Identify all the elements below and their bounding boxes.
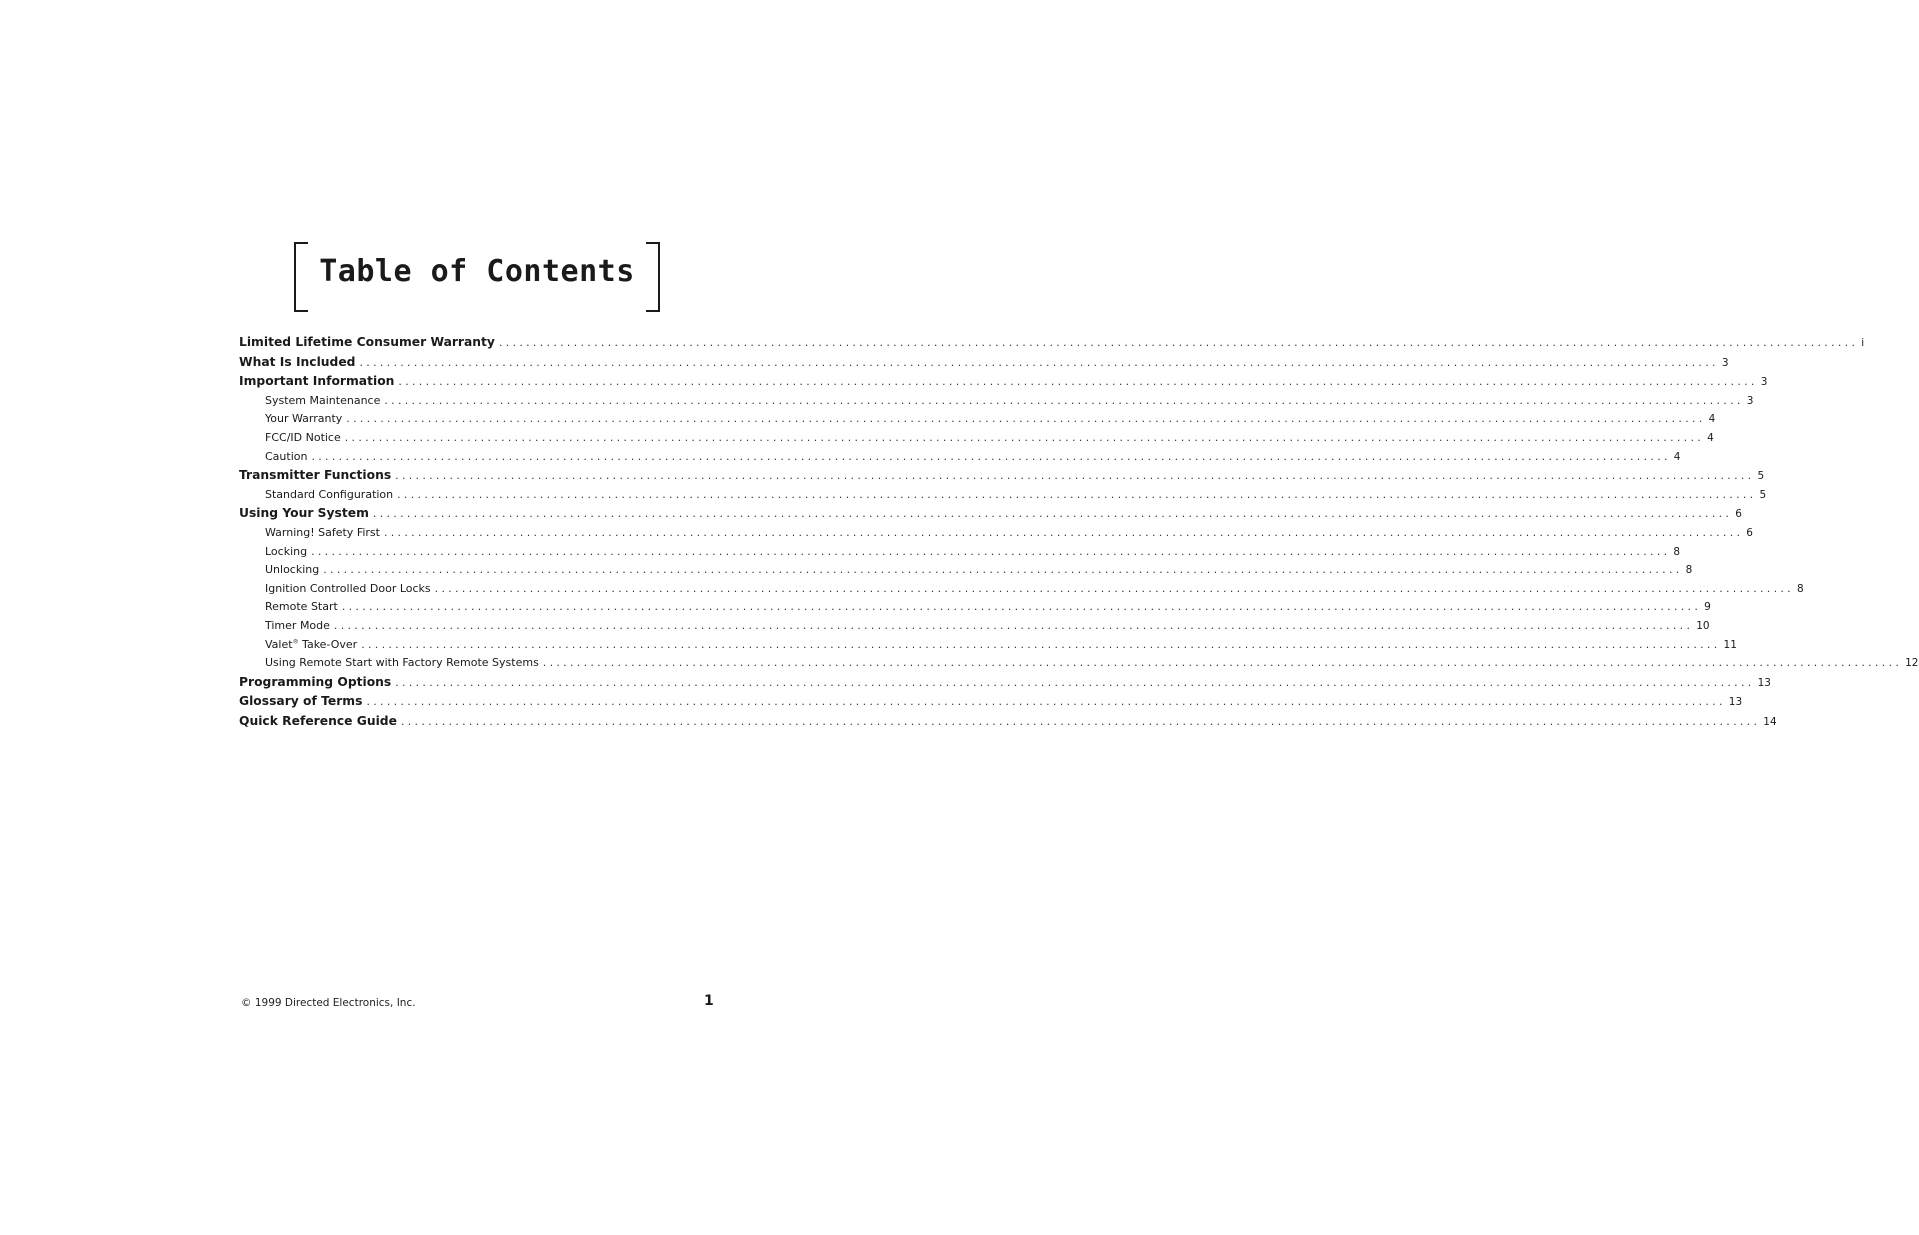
toc-entry-label: Transmitter Functions [239, 468, 392, 483]
toc-entry-page: 6 [1746, 526, 1753, 539]
toc-entry-label: Your Warranty [265, 412, 343, 426]
toc-entry[interactable] [239, 430, 1714, 450]
toc-entry[interactable] [239, 449, 1681, 469]
toc-entry[interactable] [239, 656, 1919, 675]
toc-entry-label: Valet® Take-Over [265, 637, 358, 651]
toc-entry-page: 4 [1707, 431, 1714, 444]
toc-entry[interactable] [239, 412, 1716, 431]
toc-entry-page: 5 [1757, 470, 1765, 483]
dot-leader: ........................................................................................................................................................................................................ [498, 336, 1859, 349]
toc-entry[interactable] [239, 618, 1710, 638]
right-bracket-icon [646, 242, 660, 312]
dot-leader: ........................................................................................................................................................................................................ [311, 544, 1671, 558]
toc-entry-page: 14 [1763, 715, 1777, 728]
dot-leader: ........................................................................................................................................................................................................ [341, 600, 1702, 614]
dot-leader: ........................................................................................................................................................................................................ [366, 695, 1726, 709]
toc-entry[interactable] [239, 506, 1742, 526]
title-block [294, 242, 660, 310]
toc-entry-label: Unlocking [265, 563, 320, 577]
dot-leader: ........................................................................................................................................................................................................ [398, 375, 1758, 389]
table-of-contents [239, 335, 1919, 733]
dot-leader: ........................................................................................................................................................................................................ [383, 525, 1744, 539]
toc-entry-page: 8 [1796, 582, 1804, 595]
toc-entry-label: Ignition Controlled Door Locks [265, 581, 431, 595]
toc-entry-page: 12 [1905, 657, 1919, 670]
toc-entry-page: 13 [1728, 696, 1743, 709]
toc-entry-page: 13 [1757, 676, 1771, 689]
dot-leader: ........................................................................................................................................................................................................ [400, 714, 1761, 728]
toc-entry[interactable] [239, 374, 1768, 394]
dot-leader: ........................................................................................................................................................................................................ [542, 656, 1903, 670]
toc-entry-label: Caution [265, 449, 308, 463]
toc-entry-label: Using Remote Start with Factory Remote Systems [265, 656, 539, 670]
toc-entry[interactable] [239, 544, 1681, 564]
dot-leader: ........................................................................................................................................................................................................ [344, 430, 1705, 444]
toc-entry-label: Limited Lifetime Consumer Warranty [239, 335, 495, 349]
toc-entry-label: System Maintenance [265, 393, 381, 407]
toc-entry[interactable] [239, 674, 1771, 695]
dot-leader: ........................................................................................................................................................................................................ [346, 412, 1706, 426]
toc-entry[interactable] [239, 525, 1753, 545]
copyright-notice: © 1999 Directed Electronics, Inc. [241, 997, 416, 1009]
page-title: Table of Contents [319, 254, 635, 289]
toc-entry[interactable] [239, 354, 1729, 375]
toc-entry-page: 8 [1673, 545, 1681, 558]
toc-entry-label: Important Information [239, 374, 395, 389]
toc-entry-label: Glossary of Terms [239, 694, 363, 709]
toc-entry-label: Quick Reference Guide [239, 713, 397, 728]
toc-entry[interactable] [239, 694, 1743, 714]
toc-entry-label: Standard Configuration [265, 487, 394, 501]
toc-entry-page: 10 [1696, 619, 1710, 632]
toc-entry[interactable] [239, 335, 1865, 355]
toc-entry-page: 6 [1735, 508, 1742, 521]
toc-entry-label: Timer Mode [265, 618, 330, 632]
dot-leader: ........................................................................................................................................................................................................ [395, 675, 1755, 689]
toc-entry-page: i [1861, 337, 1865, 349]
toc-entry[interactable] [239, 487, 1767, 507]
dot-leader: ........................................................................................................................................................................................................ [395, 469, 1755, 483]
registered-mark: ® [292, 637, 299, 645]
toc-entry[interactable] [239, 393, 1754, 413]
toc-entry-label: FCC/ID Notice [265, 430, 341, 444]
dot-leader: ........................................................................................................................................................................................................ [372, 507, 1733, 521]
page-number: 1 [704, 993, 714, 1009]
toc-entry[interactable] [239, 581, 1804, 601]
toc-entry-page: 3 [1760, 376, 1768, 389]
toc-entry[interactable] [239, 468, 1765, 488]
dot-leader: ........................................................................................................................................................................................................ [359, 355, 1719, 369]
toc-entry-label: Locking [265, 544, 308, 558]
toc-entry[interactable] [239, 637, 1737, 657]
toc-entry-page: 8 [1685, 564, 1693, 577]
dot-leader: ........................................................................................................................................................................................................ [311, 449, 1671, 463]
dot-leader: ........................................................................................................................................................................................................ [361, 637, 1721, 651]
toc-entry-label: What Is Included [239, 354, 356, 369]
toc-entry-page: 5 [1759, 488, 1767, 501]
toc-entry-page: 11 [1723, 638, 1737, 651]
dot-leader: ........................................................................................................................................................................................................ [434, 581, 1794, 595]
dot-leader: ........................................................................................................................................................................................................ [397, 487, 1757, 501]
toc-entry-label: Using Your System [239, 506, 369, 521]
toc-entry[interactable] [239, 600, 1711, 619]
toc-entry-page: 9 [1704, 601, 1711, 614]
dot-leader: ........................................................................................................................................................................................................ [333, 618, 1694, 632]
toc-entry-label: Remote Start [265, 600, 338, 614]
toc-entry[interactable] [239, 713, 1777, 734]
toc-entry-page: 4 [1708, 413, 1716, 426]
toc-entry-page: 4 [1673, 450, 1681, 463]
toc-entry-page: 3 [1721, 356, 1729, 369]
toc-entry-label: Warning! Safety First [265, 525, 380, 539]
dot-leader: ........................................................................................................................................................................................................ [323, 563, 1683, 577]
toc-entry-label: Programming Options [239, 674, 392, 689]
dot-leader: ........................................................................................................................................................................................................ [384, 393, 1744, 407]
toc-entry-page: 3 [1746, 394, 1754, 407]
toc-entry[interactable] [239, 563, 1693, 582]
